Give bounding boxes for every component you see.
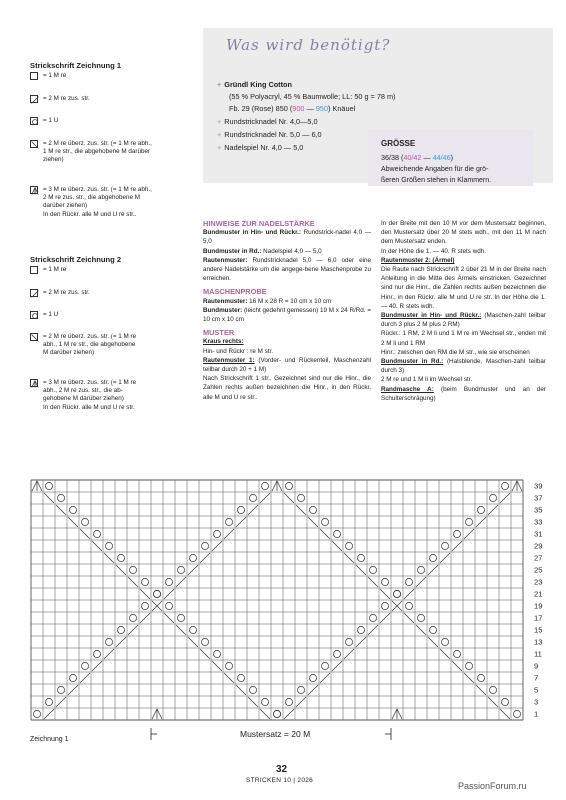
chart-caption: Zeichnung 1 [30,736,69,743]
yarn-over-symbol [165,602,172,609]
legend2-title: Strickschrift Zeichnung 2 [30,255,122,264]
k2tog-symbol [332,661,342,671]
yarn-over-symbol [177,614,184,621]
row-label: 13 [534,637,543,647]
yarn-over-symbol [33,710,40,717]
yarn-over-symbol [153,590,160,597]
yarn-over-symbol [333,530,340,537]
yarn-over-symbol [501,482,508,489]
yarn-over-symbol [201,638,208,645]
ssk-symbol [380,589,390,599]
row-label: 23 [534,577,543,587]
k2tog-symbol [260,493,270,503]
ssk-symbol [176,625,186,635]
ssk-symbol [368,577,378,587]
yarn-over-symbol [105,638,112,645]
ssk-symbol [464,673,474,683]
yarn-over-symbol [285,698,292,705]
legend-text: = 2 M re zus. str. [43,95,90,102]
ssk-symbol [428,637,438,647]
yarn-over-symbol [297,494,304,501]
yarn-over-symbol [477,674,484,681]
ssk-symbol [440,649,450,659]
yarn-over-symbol [489,494,496,501]
watermark: PassionForum.ru [458,781,527,791]
yarn-over-symbol [237,674,244,681]
row-label: 37 [534,493,543,503]
k2tog-symbol [140,613,150,623]
ssk-symbol [476,685,486,695]
k2tog-symbol [488,505,498,515]
yarn-over-symbol [129,566,136,573]
heading-muster: MUSTER [203,328,235,338]
legend1-title: Strickschrift Zeichnung 1 [30,61,122,70]
row-label: 27 [534,553,543,563]
needle-2: + Rundstricknadel Nr. 5,0 — 6,0 [217,130,322,139]
legend-text: = 1 U [43,311,59,318]
yarn-over-symbol [81,518,88,525]
legend-text: = 1 M re [43,266,67,273]
repeat-label: Mustersatz = 20 M [240,729,311,739]
ssk-symbol [260,709,270,719]
k2tog-symbol [404,589,414,599]
ssk-symbol [236,685,246,695]
ssk-symbol [416,625,426,635]
k2tog-symbol [380,613,390,623]
heading-maschenprobe: MASCHENPROBE [203,287,267,297]
legend-text: = 3 M re überz. zus. str. (= 1 M re abh., 2 M re zus. str., die ab- gehobene M darüber ziehen) In den Rückr. alle M und U re str. [43,379,137,411]
k2tog-symbol [476,517,486,527]
ssk-symbol [500,709,510,719]
ssk-symbol [284,493,294,503]
yarn-over-symbol [177,566,184,573]
yarn-over-symbol [465,662,472,669]
k2tog-symbol [500,493,510,503]
yarn-over-symbol [393,590,400,597]
yarn-over-symbol [309,674,316,681]
k2tog-symbol [56,697,66,707]
yarn-over-symbol [69,506,76,513]
k2tog-symbol [128,625,138,635]
ssk-symbol [68,517,78,527]
materials-title: Was wird benötigt? [226,36,391,54]
k2tog-symbol [80,673,90,683]
k2tog-symbol [104,649,114,659]
k2tog-symbol [440,553,450,563]
yarn-over-symbol [489,686,496,693]
legend-text: = 2 M re zus. str. [43,289,90,296]
row-label: 5 [534,685,539,695]
ssk-symbol [332,541,342,551]
yarn-over-symbol [309,506,316,513]
legend-text: = 3 M re überz. zus. str. (= 1 M re abh., 2 M re zus. str., die abgehobene M darüber ziehen) In den Rückr. alle M und U re str.. [43,186,152,218]
yarn-over-symbol [261,482,268,489]
yarn-over-symbol [429,626,436,633]
yarn-over-symbol [249,686,256,693]
yarn-over-symbol [273,710,280,717]
row-label: 9 [534,661,539,671]
row-label: 21 [534,589,543,599]
yarn-over-symbol [297,686,304,693]
row-label: 39 [534,481,543,491]
k2tog-symbol [464,529,474,539]
yarn-over-symbol [465,518,472,525]
yarn-over-symbol [129,614,136,621]
yarn-over-symbol [357,554,364,561]
yarn-over-symbol [477,506,484,513]
row-label: 17 [534,613,543,623]
right-column: In der Breite mit den 10 M vor dem Mustersatz beginnen, den Mustersatz über 20 M stets wdh., mit den 11 M nach dem Mustersatz enden. In der Höhe die 1. — 40. R stets wdh. Rautenmuster 2: (Ärmel) Die Raute nach Strickschrift 2 über 21 M in der Breite nach Anleitung in die Mitte des Ärmels einstricken. Gezeichnet sind nur die Hinr., die Zahlen rechts außen bezeichnen die Hinr., in den Rückr. alle M und U re str. In der Höhe die 1. — 40. R stets wdh. Bundmuster in Hin- und Rückr.: (Maschen-zahl teilbar durch 3 plus 2 M plus 2 RM) Rückr.: 1 RM, 2 M li und 1 M re im Wechsel str., enden mit 2 M li und 1 RM Hinr.: zwischen den RM die M str., wie sie erscheinen Bundmuster in Rd.: (Halsblende, Maschen-zahl teilbar durch 3) 2 M re und 1 M li im Wechsel str. Randmasche A: (beim Bundmuster und an der Schulterschrägung) [381,220,547,402]
yarn-over-symbol [345,542,352,549]
page-number: 32 [276,764,288,775]
k2tog-symbol [356,637,366,647]
k2tog-symbol [236,517,246,527]
ssk-symbol [224,673,234,683]
yarn-over-symbol [81,662,88,669]
yarn-over-symbol [321,662,328,669]
yarn-over-symbol [405,602,412,609]
ssk-symbol [56,505,66,515]
row-label: 31 [534,529,543,539]
ssk-symbol [308,517,318,527]
yarn-over-symbol [381,578,388,585]
yarn-over-symbol [237,506,244,513]
k2tog-symbol [188,565,198,575]
groesse-title: GRÖSSE [381,139,416,148]
yarn-over-symbol [453,530,460,537]
row-label: 7 [534,673,539,683]
ssk-symbol [164,613,174,623]
k2tog-symbol [68,685,78,695]
k2tog-symbol [452,541,462,551]
row-label: 25 [534,565,543,575]
groesse-sizes: 36/38 (40/42 — 44/46) [381,153,453,162]
yarn-over-symbol [105,542,112,549]
yarn-over-symbol [441,542,448,549]
ssk-symbol [488,697,498,707]
ssk-symbol [188,637,198,647]
k2tog-symbol [296,697,306,707]
k2tog-symbol [416,577,426,587]
k2tog-symbol [284,709,294,719]
k2tog-symbol [224,529,234,539]
ssk-symbol [140,589,150,599]
yarn-over-symbol [141,602,148,609]
yarn-name: + Gründl King Cotton [217,80,292,89]
ssk-symbol [104,553,114,563]
ssk-symbol [44,493,54,503]
row-label: 29 [534,541,543,551]
yarn-over-symbol [441,638,448,645]
row-label: 19 [534,601,543,611]
yarn-over-symbol [57,686,64,693]
k2tog-symbol [368,625,378,635]
groesse-note: Abweichende Angaben für die grö- ßeren Größen stehen in Klammern. [381,166,492,184]
yarn-over-symbol [117,554,124,561]
yarn-over-symbol [213,650,220,657]
yarn-over-symbol [213,530,220,537]
k2tog-symbol [308,685,318,695]
ssk-symbol [128,577,138,587]
middle-column: HINWEISE ZUR NADELSTÄRKE Bundmuster in Hin- und Rückr.: Rundstrick-nadel 4,0 — 5,0 Bundmuster in Rd.: Nadelspiel 4,0 — 5,0 Rautenmuster: Rundstricknadel 5,0 — 6,0 oder eine andere Nadelstärke um die angege-bene Maschenprobe zu erreichen. MASCHENPROBE Rautenmuster: 16 M x 28 R = 10 cm x 10 cm Bundmuster: (leicht gedehnt gemessen) 19 M x 24 R/Rd. = 10 cm x 10 cm MUSTER Kraus rechts: Hin- und Rückr : re M str. Rautenmuster 1: (Vorder- und Rückenteil, Maschenzahl teilbar durch 20 + 1 M) Nach Strickschrift 1 str.. Gezeichnet sind nur die Hinr., die Zahlen rechts außen bezeichnen die Hinr., in den Rückr. alle M und U re str.. [203,219,371,401]
legend-text: = 1 U [43,117,59,124]
yarn-over-symbol [429,554,436,561]
ssk-symbol [344,553,354,563]
k2tog-symbol [92,661,102,671]
yarn-over-symbol [333,650,340,657]
heading-nadelstaerke: HINWEISE ZUR NADELSTÄRKE [203,219,315,228]
yarn-over-symbol [117,626,124,633]
yarn-over-symbol [369,614,376,621]
yarn-amount: Fb. 29 (Rose) 850 (900 — 950) Knäuel [229,104,356,113]
yarn-over-symbol [189,554,196,561]
row-label: 15 [534,625,543,635]
yarn-over-symbol [93,650,100,657]
yarn-over-symbol [225,662,232,669]
yarn-over-symbol [201,542,208,549]
yarn-over-symbol [381,602,388,609]
yarn-over-symbol [357,626,364,633]
k2tog-symbol [320,673,330,683]
yarn-over-symbol [513,710,520,717]
k2tog-symbol [164,589,174,599]
yarn-over-symbol [57,494,64,501]
row-label: 35 [534,505,543,515]
k2tog-symbol [428,565,438,575]
yarn-over-symbol [453,650,460,657]
ssk-symbol [116,565,126,575]
yarn-over-symbol [417,566,424,573]
magazine-title: STRICKEN 10 | 2026 [246,777,314,784]
k2tog-symbol [200,553,210,563]
yarn-over-symbol [417,614,424,621]
row-label: 33 [534,517,543,527]
yarn-over-symbol [261,698,268,705]
ssk-symbol [356,565,366,575]
legend-text: = 1 M re [43,72,67,79]
k2tog-symbol [248,505,258,515]
yarn-over-symbol [249,494,256,501]
yarn-over-symbol [369,566,376,573]
yarn-over-symbol [321,518,328,525]
legend-text: = 2 M re überz. zus. str. (= 1 M re abh., 1 M re str., die abgehobene M darüber ziehen) [43,333,137,357]
k2tog-symbol [176,577,186,587]
legend-text: = 2 M re überz. zus. str. (= 1 M re abh., 1 M re str., die abgehobene M darüber ziehen) [43,140,152,164]
yarn-over-symbol [501,698,508,705]
k2tog-symbol [344,649,354,659]
yarn-over-symbol [165,578,172,585]
yarn-over-symbol [45,482,52,489]
ssk-symbol [80,529,90,539]
needle-1: + Rundstricknadel Nr. 4,0—5,0 [217,117,318,126]
ssk-symbol [296,505,306,515]
ssk-symbol [248,697,258,707]
ssk-symbol [200,649,210,659]
yarn-over-symbol [141,578,148,585]
yarn-over-symbol [69,674,76,681]
yarn-over-symbol [189,626,196,633]
needle-3: + Nadelspiel Nr. 4,0 — 5,0 [217,143,304,152]
k2tog-symbol [212,541,222,551]
row-label: 1 [534,709,539,719]
ssk-symbol [92,541,102,551]
ssk-symbol [404,613,414,623]
yarn-over-symbol [45,698,52,705]
yarn-over-symbol [225,518,232,525]
ssk-symbol [212,661,222,671]
yarn-desc: (55 % Polyacryl, 45 % Baumwolle; LL: 50 g = 78 m) [229,92,396,101]
yarn-over-symbol [93,530,100,537]
row-label: 3 [534,697,539,707]
yarn-over-symbol [285,482,292,489]
k2tog-symbol [44,709,54,719]
k2tog-symbol [116,637,126,647]
ssk-symbol [452,661,462,671]
yarn-over-symbol [345,638,352,645]
ssk-symbol [320,529,330,539]
yarn-over-symbol [405,578,412,585]
row-label: 11 [534,649,542,659]
